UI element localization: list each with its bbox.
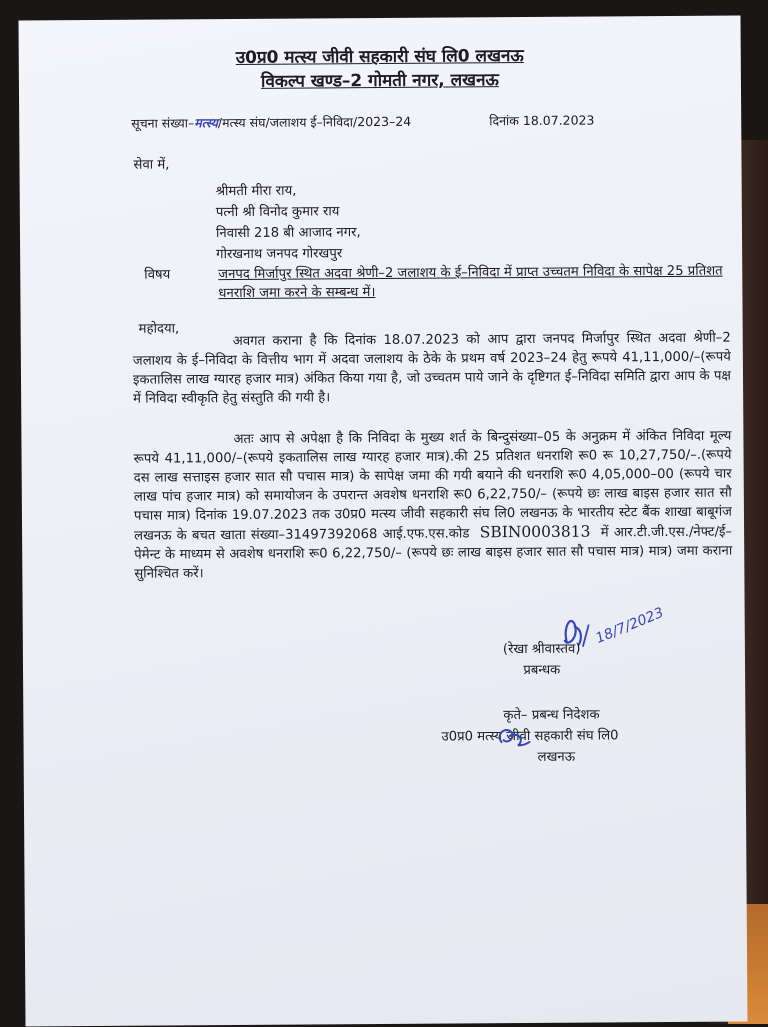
addressee-line: निवासी 218 बी आजाद नगर, [215, 225, 361, 242]
signatory-for: कृते– प्रबन्ध निदेशक [503, 707, 600, 724]
salutation: महोदया, [138, 321, 180, 337]
signatory-name: (रेखा श्रीवास्तव) [502, 641, 581, 658]
reference-suffix: /मत्स्य संघ/जलाशय ई–निविदा/2023–24 [217, 113, 412, 131]
body-paragraph-2 [133, 427, 732, 584]
addressee-block [216, 180, 361, 265]
subject-label: विषय [144, 267, 171, 283]
signatory-designation: प्रबन्धक [523, 662, 561, 679]
signatory-block [503, 639, 581, 682]
paragraph-text [133, 427, 732, 584]
signatory-org: उ0प्र0 मत्स्य जीवी सहकारी संघ लि0 [441, 728, 619, 745]
addressee-line: पत्नी श्री विनोद कुमार राय [215, 204, 340, 221]
reference-number [131, 112, 411, 133]
paragraph-text: अवगत कराना है कि दिनांक 18.07.2023 को आप द्वारा जनपद मिर्जापुर स्थित अदवा श्रेणी–2 जलाशय के ई–निविदा के वित्तीय भाग में अदवा जलाशय के ठेके के प्रथम वर्ष 2023–24 हेतु रूपये 41,11,000/–(रूपये इकतालिस लाख ग्यारह हजार मात्र) अंकित किया गया है, जो उच्चतम पाये जाने के दृष्टिगत ई–निविदा समिति द्वारा आप के पक्ष में निविदा स्वीकृति हेतु संस्तुति की गयी है। [132, 330, 732, 407]
header-org-name: उ0प्र0 मत्स्य जीवी सहकारी संघ लि0 लखनऊ [235, 46, 524, 69]
paragraph-part: में आर.टी.जी.एस./नेफ्ट/ई–पेमेन्ट के माध्यम से अवशेष धनराशि रू0 6,22,750/– (रूपये छः लाख बाइस हजार सात सौ पचास मात्र) मात्र) जमा कराना सुनिश्चित करें। [134, 524, 733, 582]
ifsc-code: SBIN0003813 [479, 522, 591, 542]
subject-text: जनपद मिर्जापुर स्थित अदवा श्रेणी–2 जलाशय के ई–निविदा में प्राप्त उच्चतम निविदा के सापेक्ष 25 प्रतिशत धनराशि जमा करने के सम्बन्ध में। [218, 263, 723, 302]
addressee-line: श्रीमती मीरा राय, [215, 183, 297, 200]
reference-prefix: सूचना संख्या– [131, 115, 195, 131]
letter-paper [18, 15, 747, 1026]
header-address: विकल्प खण्ड–2 गोमती नगर, लखनऊ [260, 70, 499, 92]
signature-date: 18/7/2023 [593, 604, 666, 647]
signatory-city: लखनऊ [537, 749, 576, 765]
letter-date: दिनांक 18.07.2023 [489, 112, 595, 129]
reference-handwritten: मत्स्य [194, 115, 218, 131]
addressee-line: गोरखनाथ जनपद गोरखपुर [216, 246, 343, 263]
initial-mark [493, 724, 535, 748]
seva-mein: सेवा में, [133, 157, 170, 173]
body-paragraph-1 [133, 329, 732, 409]
paragraph-part: अतः आप से अपेक्षा है कि निविदा के मुख्य शर्त के बिन्दुसंख्या–05 के अनुक्रम में अंकित निविदा मूल्य रूपये 41,11,000/–(रूपये इकतालिस लाख ग्यारह हजार मात्र).की 25 प्रतिशत धनराशि रू0 रू 10,27,750/–.(रूपये दस लाख सत्ताइस हजार सात सौ पचास मात्र) के सापेक्ष जमा की गयी बयाने की धनराशि रू0 4,05,000–00 (रूपये चार लाख पांच हजार मात्र) को समायोजन के उपरान्त अवशेष धनराशि रू0 6,22,750/– (रूपये छः लाख बाइस हजार सात सौ पचास मात्र) दिनांक 19.07.2023 तक उ0प्र0 मत्स्य जीवी सहकारी संघ लि0 लखनऊ के भारतीय स्टेट बैंक शाखा बाबूगंज लखनऊ के बचत खाता संख्या–31497392068 आई.एफ.एस.कोड [133, 428, 732, 544]
